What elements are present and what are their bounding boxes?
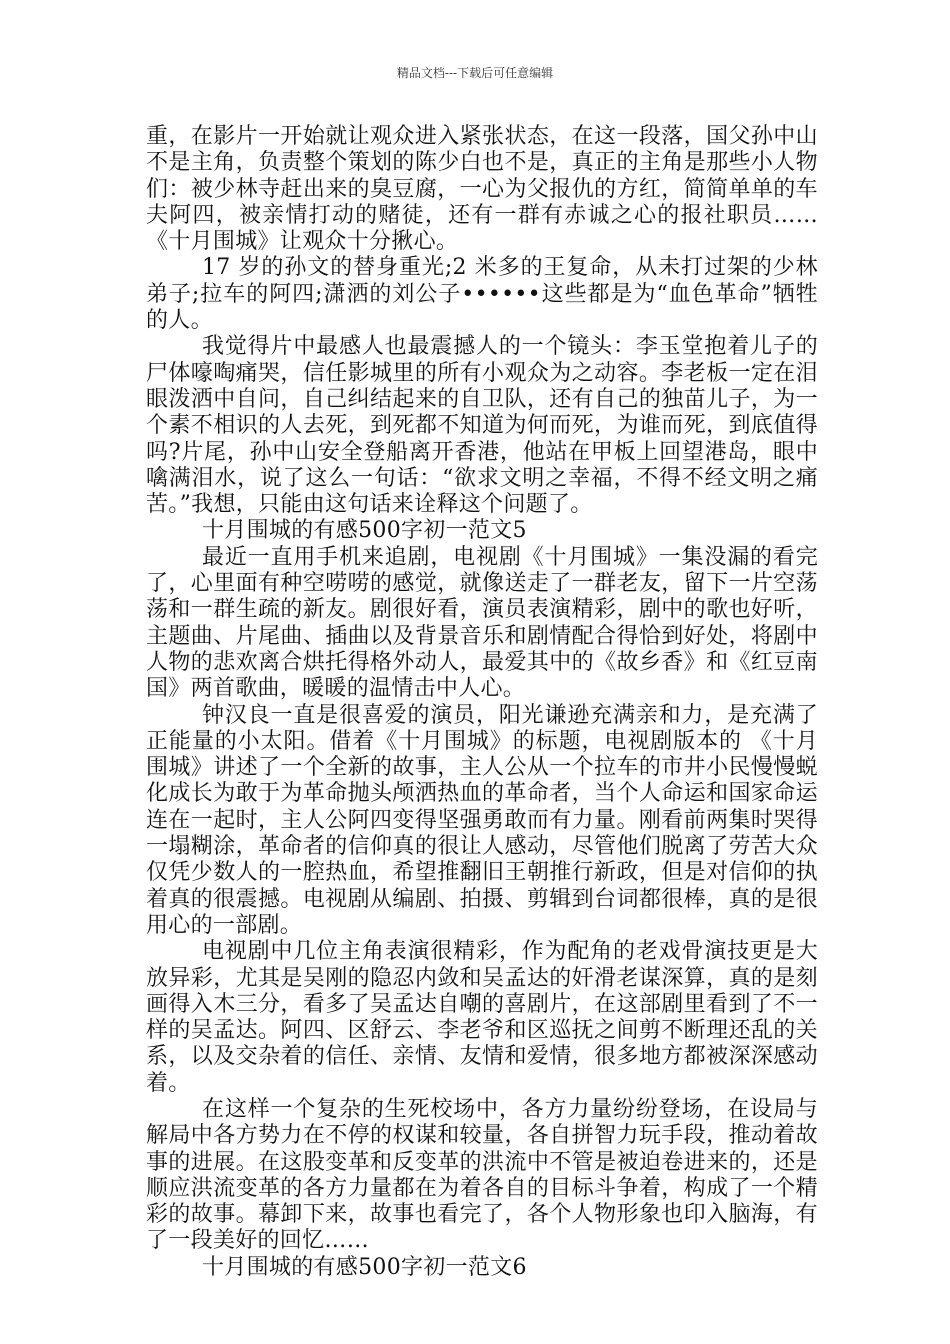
page-header: 精品文档---下载后可任意编辑 [396,66,554,80]
paragraph-tv-series: 最近一直用手机来追剧，电视剧《十月围城》一集没漏的看完了，心里面有种空唠唠的感觉，就像送走了一群老友，留下一片空荡荡和一群生疏的新友。剧很好看，演员表演精彩，剧中的歌也好听，主题曲、片尾曲、插曲以及背景音乐和剧情配合得恰到好处，将剧中人物的悲欢离合烘托得格外动人，最爱其中的《故乡香》和《红豆南国》两首歌曲，暖暖的温情击中人心。 [146,544,818,702]
paragraph-actor: 钟汉良一直是很喜爱的演员，阳光谦逊充满亲和力，是充满了正能量的小太阳。借着《十月围城》的标题，电视剧版本的 《十月围城》讲述了一个全新的故事，主人公从一个拉车的市井小民慢慢蜕化成长为敢于为革命抛头颅洒热血的革命者，当个人命运和国家命运连在一起时，主人公阿四变得坚强勇敢而有力量。刚看前两集时哭得一塌糊涂，革命者的信仰真的很让人感动，尽管他们脱离了劳苦大众仅凭少数人的一腔热血，希望推翻旧王朝推行新政，但是对信仰的执着真的很震撼。电视剧从编剧、拍摄、剪辑到台词都很棒，真的是很用心的一部剧。 [146,702,818,938]
paragraph-sacrifices: 17 岁的孙文的替身重光;2 米多的王复命，从未打过架的少林弟子;拉车的阿四;潇洒的刘公子••••••这些都是为“血色革命”牺牲的人。 [146,255,818,334]
paragraph-supporting-cast: 电视剧中几位主角表演很精彩，作为配角的老戏骨演技更是大放异彩，尤其是吴刚的隐忍内敛和吴孟达的奸滑老谋深算，真的是刻画得入木三分，看多了吴孟达自嘲的喜剧片，在这部剧里看到了不一样的吴孟达。阿四、区舒云、李老爷和区巡抚之间剪不断理还乱的关系，以及交杂着的信任、亲情、友情和爱情，很多地方都被深深感动着。 [146,939,818,1096]
document-body [146,124,818,1281]
section-heading-6: 十月围城的有感500字初一范文6 [202,1254,527,1280]
paragraph-story: 在这样一个复杂的生死校场中，各方力量纷纷登场，在设局与解局中各方势力在不停的权谋和较量，各自拼智力玩手段，推动着故事的进展。在这股变革和反变革的洪流中不管是被迫卷进来的，还是顺应洪流变革的各方力量都在为着各自的目标斗争着，构成了一个精彩的故事。幕卸下来，故事也看完了，各个人物形象也印入脑海，有了一段美好的回忆…… [146,1096,818,1254]
section-heading-5: 十月围城的有感500字初一范文5 [202,518,527,544]
paragraph-moving-scene: 我觉得片中最感人也最震撼人的一个镜头：李玉堂抱着儿子的尸体嚎啕痛哭，信任影城里的所有小观众为之动容。李老板一定在泪眼泼洒中自问，自己纠结起来的自卫队，还有自己的独苗儿子，为一个素不相识的人去死，到死都不知道为何而死，为谁而死，到底值得吗?片尾，孙中山安全登船离开香港，他站在甲板上回望港岛，眼中噙满泪水，说了这么一句话：“欲求文明之幸福，不得不经文明之痛苦。”我想，只能由这句话来诠释这个问题了。 [146,334,818,518]
paragraph-continued: 重，在影片一开始就让观众进入紧张状态，在这一段落，国父孙中山不是主角，负责整个策划的陈少白也不是，真正的主角是那些小人物们：被少林寺赶出来的臭豆腐，一心为父报仇的方红，简简单单的车夫阿四，被亲情打动的赌徒，还有一群有赤诚之心的报社职员……《十月围城》让观众十分揪心。 [146,124,818,255]
